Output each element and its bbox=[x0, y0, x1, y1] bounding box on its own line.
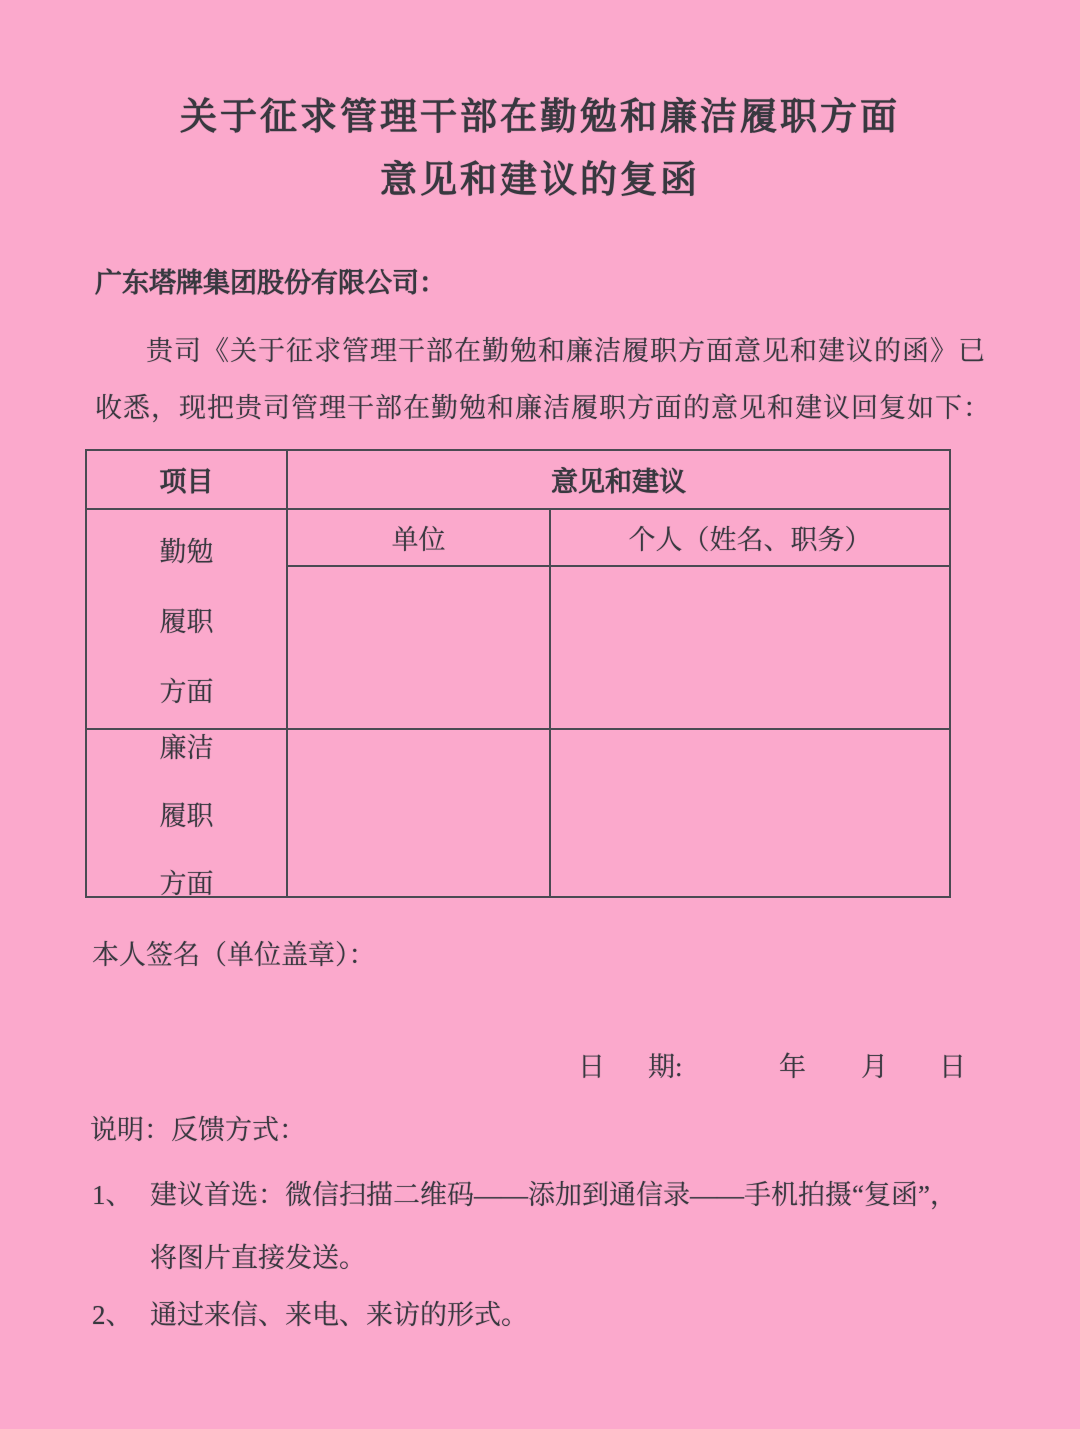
feedback-table bbox=[85, 449, 951, 898]
input-cell-integrity-person bbox=[550, 729, 950, 897]
notes-heading: 说明：反馈方式： bbox=[90, 1115, 306, 1145]
table-subheader-unit: 单位 bbox=[287, 509, 550, 566]
row-label-integrity-line2: 履职 bbox=[159, 800, 214, 831]
note-item1-text: 建议首选：微信扫描二维码——添加到通信录——手机拍摄“复函”， bbox=[150, 1180, 957, 1210]
signature-label: 本人签名（单位盖章）： bbox=[92, 940, 376, 970]
date-year-label: 年 bbox=[779, 1052, 806, 1082]
recipient-line: 广东塔牌集团股份有限公司： bbox=[95, 268, 446, 298]
row-label-diligence bbox=[86, 509, 287, 729]
note-item2-number: 2、 bbox=[92, 1300, 133, 1330]
row-label-integrity-line1: 廉洁 bbox=[159, 732, 214, 763]
page-title-line1: 关于征求管理干部在勤勉和廉洁履职方面 bbox=[180, 97, 900, 138]
date-label-part1: 日 bbox=[578, 1052, 605, 1082]
body-line-2: 收悉，现把贵司管理干部在勤勉和廉洁履职方面的意见和建议回复如下： bbox=[95, 393, 991, 423]
input-cell-diligence-unit bbox=[287, 566, 550, 729]
row-label-integrity-line3: 方面 bbox=[159, 868, 214, 899]
date-day-label: 日 bbox=[939, 1052, 966, 1082]
page-title-line2: 意见和建议的复函 bbox=[380, 160, 700, 201]
date-label-part2: 期: bbox=[648, 1052, 683, 1082]
note-item1-continuation: 将图片直接发送。 bbox=[150, 1243, 366, 1273]
input-cell-diligence-person bbox=[550, 566, 950, 729]
note-item1-number: 1、 bbox=[92, 1180, 133, 1210]
table-header-opinions: 意见和建议 bbox=[287, 450, 950, 509]
row-label-diligence-line3: 方面 bbox=[159, 676, 214, 707]
body-line-1: 贵司《关于征求管理干部在勤勉和廉洁履职方面意见和建议的函》已 bbox=[146, 336, 986, 366]
row-label-integrity bbox=[86, 729, 287, 897]
input-cell-integrity-unit bbox=[287, 729, 550, 897]
date-month-label: 月 bbox=[861, 1052, 888, 1082]
row-label-diligence-line1: 勤勉 bbox=[159, 536, 214, 567]
note-item2-text: 通过来信、来电、来访的形式。 bbox=[150, 1300, 528, 1330]
row-label-diligence-line2: 履职 bbox=[159, 606, 214, 637]
table-subheader-person: 个人（姓名、职务） bbox=[550, 509, 950, 566]
table-header-project: 项目 bbox=[86, 450, 287, 509]
